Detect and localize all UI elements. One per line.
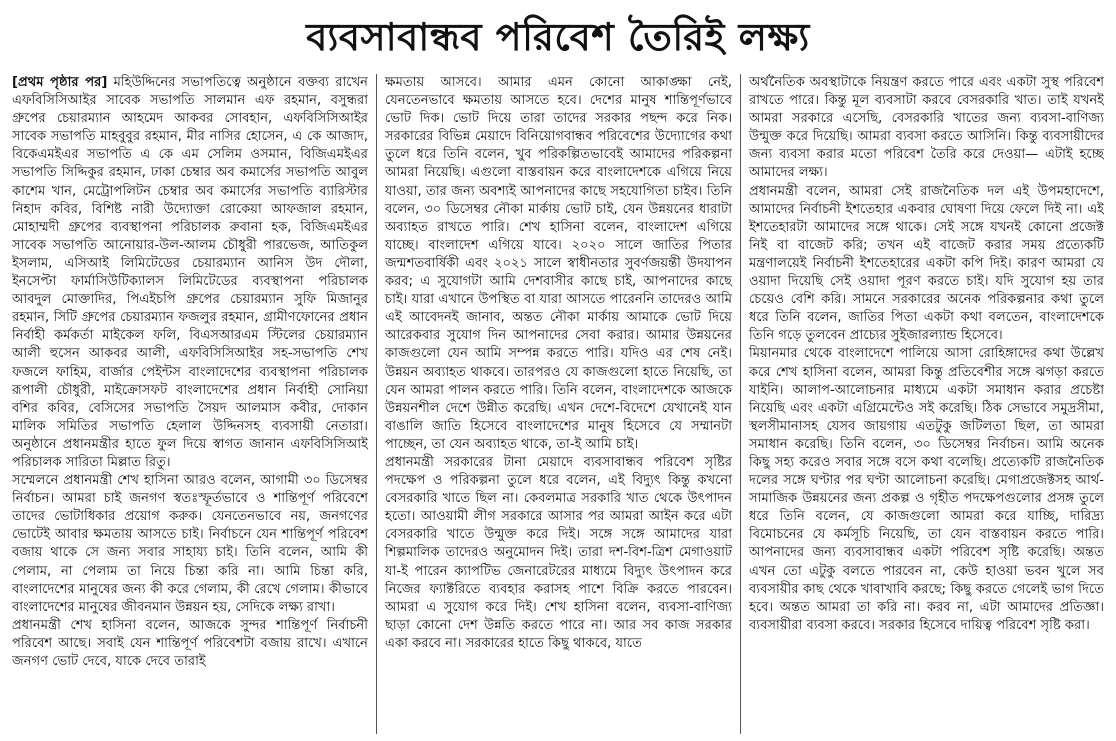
article-paragraph: প্রধানমন্ত্রী শেখ হাসিনা বলেন, আজকে সুন্দর শান্তিপূর্ণ নির্বাচনী পরিবেশ আছে। সবাই যেন শান্তিপূর্ণ পরিবেশটা বজায় রাখে। এখানে জনগণ ভোট দেবে, যাকে দেবে তারাই [12,617,368,669]
page-title: ব্যবসাবান্ধব পরিবেশ তৈরিই লক্ষ্য [306,15,810,59]
article-paragraph [12,74,368,472]
article-paragraph: মিয়ানমার থেকে বাংলাদেশে পালিয়ে আসা রোহিঙ্গাদের কথা উল্লেখ করে শেখ হাসিনা বলেন, আমরা কিন্তু প্রতিবেশীর সঙ্গে ঝগড়া করতে যাইনি। আলাপ-আলোচনার মাধ্যমে একটা সমাধান করার প্রচেষ্টা নিয়েছি এবং একটা এগ্রিমেন্টেও সই করেছি। ঠিক সেভাবে সমুদ্রসীমা, স্থলসীমানাসহ যেসব জায়গায় এতটুকু জটিলতা ছিল, তা আমরা সমাধান করেছি। তিনি বলেন, ৩০ ডিসেম্বর নির্বাচন। আমি অনেক কিছু সহ্য করেও সবার সঙ্গে বসে কথা বলেছি। প্রত্যেকটি রাজনৈতিক দলের সঙ্গে ঘণ্টার পর ঘণ্টা আলোচনা করেছি। মেগাপ্রজেক্টসহ আর্থ-সামাজিক উন্নয়নের জন্য প্রকল্প ও গৃহীত পদক্ষেপগুলোর প্রসঙ্গ তুলে ধরে তিনি বলেন, যে কাজগুলো আমরা করে যাচ্ছি, দারিদ্র্য বিমোচনের যে কর্মসূচি নিয়েছি, তা যেন বাস্তবায়ন করতে পারি। আপনাদের জন্য ব্যবসাবান্ধব একটা পরিবেশ সৃষ্টি করেছি। অন্তত এখন তো এটুকু বলতে পারবেন না, কেউ হাওয়া ভবন খুলে সব ব্যবসায়ীর কাছ থেকে খাবাখাবি করছে; কিছু করতে গেলেই ভাগ দিতে হবে। অন্তত আমরা তা করি না। করব না, এটা আমাদের প্রতিজ্ঞা। ব্যবসায়ীরা ব্যবসা করবে। সরকার হিসেবে দায়িত্ব পরিবেশ সৃষ্টি করা। [749,346,1104,633]
continuation-label: [প্রথম পৃষ্ঠার পর] [12,75,108,90]
article-paragraph: সম্মেলনে প্রধানমন্ত্রী শেখ হাসিনা আরও বলেন, আগামী ৩০ ডিসেম্বর নির্বাচন। আমরা চাই জনগণ স্বতঃস্ফূর্তভাবে ও শান্তিপূর্ণ পরিবেশে তাদের ভোটাধিকার প্রয়োগ করুক। যেনতেনভাবে নয়, জনগণের ভোটেই আবার ক্ষমতায় আসতে চাই। নির্বাচনে যেন শান্তিপূর্ণ পরিবেশ বজায় থাকে সে জন্য সবার সাহায্য চাই। তিনি বলেন, আমি কী পেলাম, না পেলাম তা নিয়ে চিন্তা করি না। আমি চিন্তা করি, বাংলাদেশের মানুষের জন্য কী করে গেলাম, কী রেখে গেলাম। কীভাবে বাংলাদেশের মানুষের জীবনমান উন্নয়ন হয়, সেদিকে লক্ষ্য রাখা। [12,473,368,615]
article-paragraph: প্রধানমন্ত্রী সরকারের টানা মেয়াদে ব্যবসাবান্ধব পরিবেশ সৃষ্টির পদক্ষেপ ও পরিকল্পনা তুলে ধরে বলেন, এই বিদ্যুৎ কিন্তু কখনো বেসরকারি খাতে ছিল না। কেবলমাত্র সরকারি খাত থেকে উৎপাদন হতো। আওয়ামী লীগ সরকারে আসার পর আমরা আইন করে এটা বেসরকারি খাতে উন্মুক্ত করে দিই। সঙ্গে সঙ্গে আমাদের যারা শিল্পমালিক তাদেরও অনুমোদন দিই। তারা দশ-বিশ-ত্রিশ মেগাওয়াট যা-ই পারেন ক্যাপটিভ জেনারেটরের মাধ্যমে বিদ্যুৎ উৎপাদন করে নিজের ফ্যাক্টরিতে ব্যবহার করাসহ পাশে বিক্রি করতে পারবেন। আমরা এ সুযোগ করে দিই। শেখ হাসিনা বলেন, ব্যবসা-বাণিজ্য ছাড়া কোনো দেশ উন্নতি করতে পারে না। আর সব কাজ সরকার একা করবে না। সরকারের হাতে কিছু থাকবে, যাতে [385,454,732,651]
column-1 [12,74,376,734]
article-columns [12,74,1104,734]
article-paragraph: অর্থনৈতিক অবস্থাটাকে নিয়ন্ত্রণ করতে পারে এবং একটা সুস্থ পরিবেশ রাখতে পারে। কিন্তু মূল ব্যবসাটা করবে বেসরকারি খাত। তাই যখনই আমরা সরকারে এসেছি, বেসরকারি খাতের জন্য ব্যবসা-বাণিজ্য উন্মুক্ত করে দিয়েছি। আমরা ব্যবসা করতে আসিনি। কিন্তু ব্যবসায়ীদের জন্য ব্যবসা করার মতো পরিবেশ তৈরি করে দেওয়া— এটাই হচ্ছে আমাদের লক্ষ্য। [749,75,1104,181]
paragraph-text: মহিউদ্দিনের সভাপতিত্বে অনুষ্ঠানে বক্তব্য রাখেন এফবিসিসিআইর সাবেক সভাপতি সালমান এফ রহমান, বসুন্ধরা গ্রুপের চেয়ারম্যান আহমেদ আকবর সোবহান, এফবিসিসিআইর সাবেক সভাপতি মাহবুবুর রহমান, মীর নাসির হোসেন, এ কে আজাদ, বিকেএমইএর সভাপতি এ কে এম সেলিম ওসমান, বিজিএমইএর সভাপতি সিদ্দিকুর রহমান, ঢাকা চেম্বার অব কমার্সের সভাপতি আবুল কাশেম খান, মেট্রোপলিটন চেম্বার অব কমার্সের সভাপতি ব্যারিস্টার নিহাদ কবির, বিশিষ্ট নারী উদ্যোক্তা রোকেয়া আফজাল রহমান, মোহাম্মদী গ্রুপের ব্যবস্থাপনা পরিচালক রুবানা হক, বিজিএমইএর সাবেক সভাপতি আনোয়ার-উল-আলম চৌধুরী পারভেজ, আতিকুল ইসলাম, এসিআই লিমিটেডের চেয়ারম্যান আনিস উদ দৌলা, ইনসেপ্টা ফার্মাসিউটিক্যালস লিমিটেডের ব্যবস্থাপনা পরিচালক আবদুল মোক্তাদির, পিএইচপি গ্রুপের চেয়ারম্যান সুফি মিজানুর রহমান, সিটি গ্রুপের চেয়ারম্যান ফজলুর রহমান, গ্রামীণফোনের প্রধান নির্বাহী কর্মকর্তা মাইকেল ফলি, বিএসআরএম স্টিলের চেয়ারম্যান আলী হুসেন আকবর আলী, এফবিসিসিআইর সহ-সভাপতি শেখ ফজলে ফাহিম, বার্জার পেইন্টস বাংলাদেশের ব্যবস্থাপনা পরিচালক রূপালী চৌধুরী, মাইক্রোসফট বাংলাদেশের প্রধান নির্বাহী সোনিয়া বশির কবির, বেসিসের সভাপতি সৈয়দ আলমাস কবীর, দোকান মালিক সমিতির সভাপতি হেলাল উদ্দিনসহ ব্যবসায়ী নেতারা। অনুষ্ঠানে প্রধানমন্ত্রীর হাতে ফুল দিয়ে স্বাগত জানান এফবিসিসিআই পরিচালক সারিতা মিল্লাত রিতু। [12,75,368,470]
column-2 [376,74,740,734]
article-paragraph: প্রধানমন্ত্রী বলেন, আমরা সেই রাজনৈতিক দল এই উপমহাদেশে, আমাদের নির্বাচনী ইশতেহার একবার ঘোষণা দিয়ে ফেলে দিই না। এই ইশতেহারটা আমাদের সঙ্গে থাকে। সেই সঙ্গে যখনই কোনো প্রজেক্ট নিই বা বাজেট করি; তখন এই বাজেট করার সময় প্রত্যেকটি মন্ত্রণালয়েই নির্বাচনী ইশতেহারের একটা কপি দিই। কারণ আমরা যে ওয়াদা দিয়েছি সেই ওয়াদা পূরণ করতে চাই। যদি সুযোগ হয় তার চেয়েও বেশি করি। সামনে সরকারের অনেক পরিকল্পনার কথা তুলে ধরে তিনি বলেন, জাতির পিতা একটা কথা বলতেন, বাংলাদেশকে তিনি গড়ে তুলবেন প্রাচ্যের সুইজারল্যান্ড হিসেবে। [749,183,1104,344]
article-paragraph: ক্ষমতায় আসবে। আমার এমন কোনো আকাঙ্ক্ষা নেই, যেনতেনভাবে ক্ষমতায় আসতে হবে। দেশের মানুষ শান্তিপূর্ণভাবে ভোট দিক। ভোট দিয়ে তারা তাদের সরকার পছন্দ করে নিক। সরকারের বিভিন্ন মেয়াদে বিনিয়োগবান্ধব পরিবেশের উদ্যোগের কথা তুলে ধরে তিনি বলেন, খুব পরিকল্পিতভাবেই আমাদের পরিকল্পনা আমরা নিয়েছি। এগুলো বাস্তবায়ন করে বাংলাদেশকে এগিয়ে নিয়ে যাওয়া, তার জন্য অবশ্যই আপনাদের কাছে সহযোগিতা চাইব। তিনি বলেন, ৩০ ডিসেম্বর নৌকা মার্কায় ভোট চাই, যেন উন্নয়নের ধারাটা অব্যাহত রাখতে পারি। শেখ হাসিনা বলেন, বাংলাদেশ এগিয়ে যাচ্ছে। বাংলাদেশ এগিয়ে যাবে। ২০২০ সালে জাতির পিতার জন্মশতবার্ষিকী এবং ২০২১ সালে স্বাধীনতার সুবর্ণজয়ন্তী উদযাপন করব; এ সুযোগটা আমি দেশবাসীর কাছে চাই, আপনাদের কাছে চাই। যারা এখানে উপস্থিত বা যারা আসতে পারেননি তাদেরও আমি এই আবেদনই জানাব, অন্তত নৌকা মার্কায় আমাকে ভোট দিয়ে আরেকবার সুযোগ দিন আপনাদের সেবা করার। আমার উন্নয়নের কাজগুলো যেন আমি সম্পন্ন করতে পারি। যদিও এর শেষ নেই। উন্নয়ন অব্যাহত থাকবে। তারপরও যে কাজগুলো হাতে নিয়েছি, তা যেন আমরা পালন করতে পারি। তিনি বলেন, বাংলাদেশকে আজকে উন্নয়নশীল দেশে উন্নীত করেছি। এখন দেশে-বিদেশে যেখানেই যান বাঙালি জাতি হিসেবে বাংলাদেশের মানুষ হিসেবে যে সম্মানটা পাচ্ছেন, তা যেন অব্যাহত থাকে, তা-ই আমি চাই। [385,75,732,452]
column-3 [740,74,1104,734]
